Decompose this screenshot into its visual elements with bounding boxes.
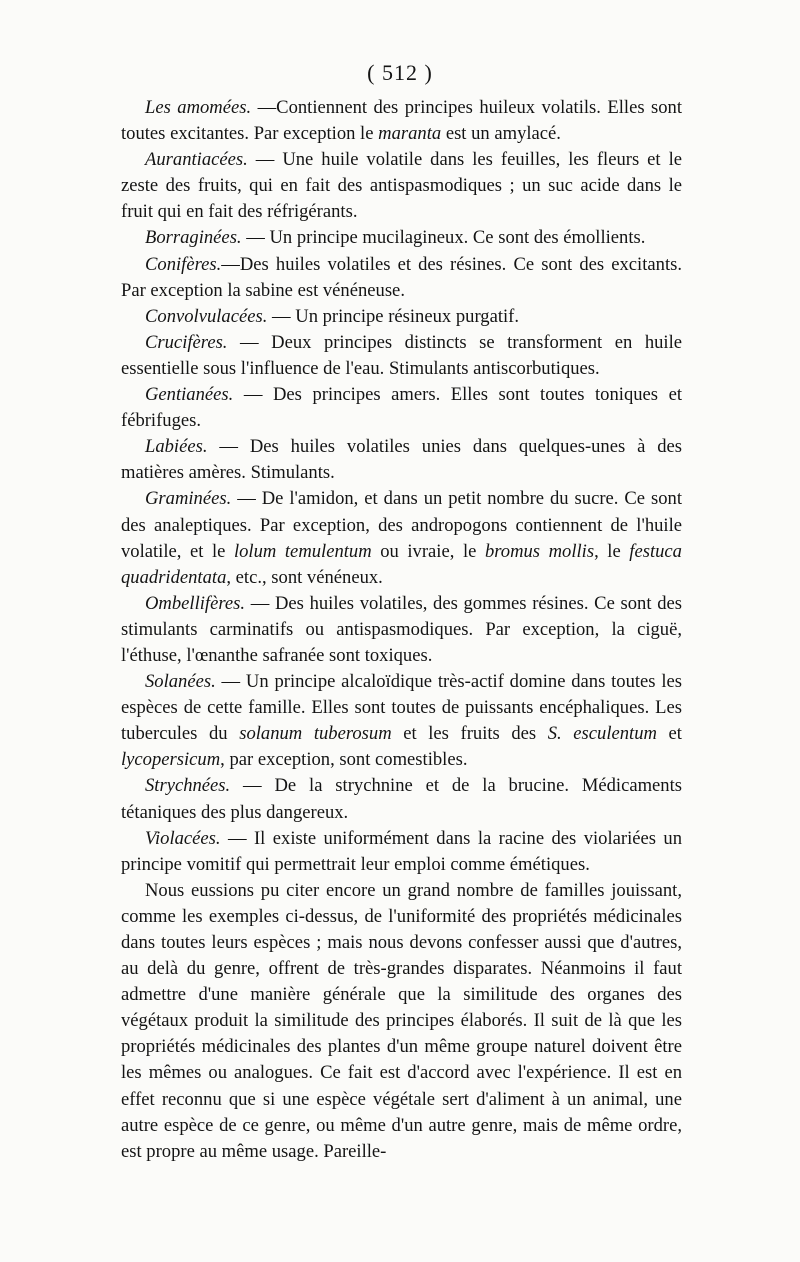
entry-text: —Des huiles volatiles et des résines. Ce sont des excitants. Par exception la sabine est vénéneuse. xyxy=(121,253,682,301)
entry-text: — Une huile volatile dans les feuilles, les fleurs et le zeste des fruits, qui en fait des antispasmodiques ; un suc acide dans le fruit qui en fait des réfrigérants. xyxy=(121,149,682,223)
entry-text: — Des huiles volatiles unies dans quelques-unes à des matières amères. Stimulants. xyxy=(121,436,682,484)
family-name: Violacées. xyxy=(145,827,221,849)
entry-gentianees xyxy=(121,382,682,434)
entry-ombelliferes xyxy=(121,591,682,669)
entry-text: — Deux principes distincts se transforment en huile essentielle sous l'influence de l'eau. Stimulants antiscorbutiques. xyxy=(121,331,682,379)
family-name: Borraginées. xyxy=(145,227,242,249)
entry-text-tail: , par exception, sont comestibles. xyxy=(220,749,468,771)
entry-text: — Un principe alcaloïdique très-actif domine dans toutes les espèces de cette famille. Elles sont toutes de puissants encéphaliques. Les tubercules du xyxy=(121,671,682,745)
italic-term: bromus mollis xyxy=(484,540,595,562)
entry-text: — De l'amidon, et dans un petit nombre du sucre. Ce sont des analeptiques. Par exception, des andropogons contiennent de l'huile volatile, et le xyxy=(121,488,682,562)
family-name: Crucifères. xyxy=(145,331,228,353)
italic-term: maranta xyxy=(378,123,442,145)
family-name: Conifères. xyxy=(145,253,222,275)
closing-paragraph: Nous eussions pu citer encore un grand nombre de familles jouissant, comme les exemples ci-dessus, de l'uniformité des propriétés médicinales dans toutes leurs espèces ; mais nous devons confesser aussi que d'autres, au delà du genre, offrent de très-grandes disparates. Néanmoins il faut admettre d'une manière générale que la similitude des organes des végétaux produit la similitude des principes élaborés. Il suit de là que les propriétés médicinales des plantes d'un même groupe naturel doivent être les mêmes ou analogues. Ce fait est d'accord avec l'expérience. Il est en effet reconnu que si une espèce végétale sert d'aliment à un animal, une autre espèce de ce genre, ou même d'un autre genre, mais de même ordre, est propre au même usage. Pareille- xyxy=(121,879,682,1162)
entry-borraginees xyxy=(121,225,682,251)
family-name: Aurantiacées. xyxy=(145,149,248,171)
entry-text-tail: ou ivraie, le xyxy=(371,540,485,562)
entry-solanees xyxy=(121,669,682,773)
family-name: Gentianées. xyxy=(145,384,234,406)
entry-text: — Un principe mucilagineux. Ce sont des émollients. xyxy=(241,227,646,249)
entry-text: — De la strychnine et de la brucine. Médicaments tétaniques des plus dangereux. xyxy=(121,775,682,823)
entry-amomees xyxy=(121,95,682,147)
family-name: Convolvulacées. xyxy=(145,305,268,327)
entry-text-tail: , le xyxy=(594,540,630,562)
family-name: Ombellifères. xyxy=(145,592,246,614)
entry-violacees xyxy=(121,826,682,878)
italic-term: lycopersicum xyxy=(121,749,221,771)
entry-coniferes xyxy=(121,252,682,304)
family-name: Labiées. xyxy=(145,436,208,458)
entry-graminees xyxy=(121,486,682,590)
italic-term: festuca quadridentata xyxy=(121,540,682,588)
entry-text: — Un principe résineux purgatif. xyxy=(267,305,520,327)
entry-text: — Il existe uniformément dans la racine des violariées un principe vomitif qui permettrait leur emploi comme émétiques. xyxy=(121,827,682,875)
italic-term: lolum temulentum xyxy=(233,540,372,562)
family-name: Solanées. xyxy=(145,671,216,693)
entry-text-tail: est un amylacé. xyxy=(441,123,561,145)
entry-aurantiacees xyxy=(121,147,682,225)
entry-text-tail: et les fruits des xyxy=(391,723,548,745)
entry-labiees xyxy=(121,434,682,486)
family-name: Strychnées. xyxy=(145,775,231,797)
entry-text: — Des principes amers. Elles sont toutes toniques et fébrifuges. xyxy=(121,384,682,432)
entry-text-tail: , etc., sont vénéneux. xyxy=(226,566,383,588)
italic-term: solanum tuberosum xyxy=(239,723,392,745)
page-number: ( 512 ) xyxy=(367,60,433,85)
page-body xyxy=(121,95,682,1165)
entry-strychnees xyxy=(121,773,682,825)
entry-text: —Contiennent des principes huileux volatils. Elles sont toutes excitantes. Par exception le xyxy=(121,97,682,145)
entry-text: — Des huiles volatiles, des gommes résines. Ce sont des stimulants carminatifs ou antispasmodiques. Par exception, la ciguë, l'éthuse, l'œnanthe safranée sont toxiques. xyxy=(121,592,682,666)
italic-term: S. esculentum xyxy=(547,723,657,745)
family-name: Les amomées. xyxy=(145,97,252,118)
entry-text-tail: et xyxy=(656,723,682,745)
entry-cruciferes xyxy=(121,330,682,382)
family-name: Graminées. xyxy=(145,488,232,510)
entry-convolvulacees xyxy=(121,304,682,330)
